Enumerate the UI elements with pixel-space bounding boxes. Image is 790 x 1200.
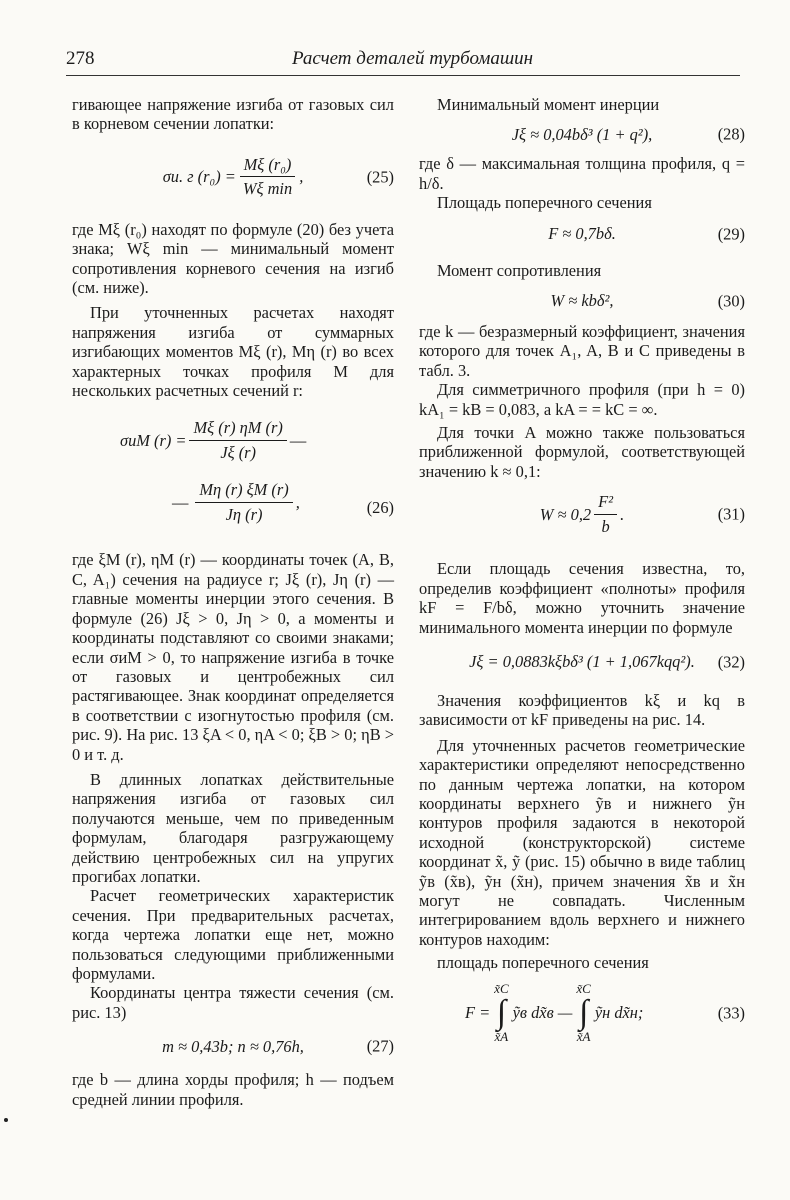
paragraph: где ξM (r), ηM (r) — координаты точек (A, B, C, A₁) сечения на радиусе r; Jξ (r), Jη (r) — главные моменты инерции этого сечения. В формуле (26) Jξ > 0, Jη > 0, а моменты и координаты подставляют со своими знаками; если σиM > 0, то напряжение изгиба в точке от газовых и центробежных сил растягивающее. Знак координат определяется в соответствии с изогнутостью профиля (см. рис. 9). На рис. 13 ξA < 0, ηA < 0; ξB > 0; ηB > 0 и т. д. <box>72 550 394 764</box>
eq-body: Jξ = 0,0883kξbδ³ (1 + 1,067kqq²). <box>469 652 695 672</box>
integral-sign <box>494 982 508 1044</box>
eq-body: ỹн dx̃н; <box>594 1002 644 1022</box>
integral-lower-limit: x̃A <box>576 1028 591 1044</box>
eq-denominator: Jξ (r) <box>220 442 256 462</box>
equation-28 <box>419 114 745 154</box>
eq-tail: . <box>620 504 625 524</box>
equation-27 <box>72 1022 394 1070</box>
paragraph: Если площадь сечения известна, то, определив коэффициент «полноты» профиля kF = F/bδ, можно уточнить значение минимального момента инерции по формуле <box>419 559 745 637</box>
integral-glyph: ∫ <box>578 993 589 1031</box>
eq-numerator: Mξ (r₀) <box>240 155 296 177</box>
integral-lower-limit: x̃A <box>494 1028 509 1044</box>
eq-numerator: Mη (r) ξM (r) <box>195 480 292 502</box>
eq-fraction <box>239 155 296 199</box>
eq-lhs: σи. г (r₀) = <box>162 167 236 187</box>
equation-number: (25) <box>366 167 394 187</box>
equation-number: (33) <box>717 1002 745 1022</box>
paragraph: где Mξ (r₀) находят по формуле (20) без учета знака; Wξ min — минимальный момент сопротивления корневого сечения на изгиб (см. ниже). <box>72 219 394 298</box>
running-title: Расчет деталей турбомашин <box>292 48 534 69</box>
paragraph: Координаты центра тяжести сечения (см. рис. 13) <box>72 983 394 1022</box>
eq-fraction <box>195 480 292 524</box>
eq-fraction <box>189 418 286 462</box>
eq-denominator: b <box>601 516 610 536</box>
page-header <box>66 48 740 74</box>
left-column <box>72 95 394 1109</box>
equation-29 <box>419 213 745 255</box>
eq-tail: , <box>295 492 300 512</box>
paragraph: Для уточненных расчетов геометрические характеристики определяют непосредственно по данным чертежа лопатки, на котором координаты верхнего ỹв и нижнего ỹн контуров профиля задаются в некоторой исходной (конструкторской) системе координат x̃, ỹ (рис. 15) обычно в виде таблиц ỹв (x̃в), ỹн (x̃н), причем значения x̃в и x̃н могут не совпадать. Численным интегрированием вдоль верхнего и нижнего контуров находим: <box>419 735 745 949</box>
equation-26 <box>72 400 394 550</box>
eq-body: F ≈ 0,7bδ. <box>548 223 616 243</box>
equation-number: (32) <box>717 652 745 672</box>
equation-32 <box>419 637 745 687</box>
equation-25 <box>72 134 394 220</box>
eq-denominator: Jη (r) <box>225 504 263 524</box>
eq-denominator: Wξ min <box>242 179 293 199</box>
eq-body: ỹв dx̃в — <box>512 1002 573 1022</box>
margin-speck <box>4 1118 8 1122</box>
paragraph: Для точки A можно также пользоваться приближенной формулой, соответствующей значению k ≈ 0,1: <box>419 423 745 481</box>
paragraph: Расчет геометрических характеристик сечения. При предварительных расчетах, когда чертежа лопатки еще нет, можно пользоваться следующими приближенными формулами. <box>72 886 394 983</box>
eq-minus: — <box>289 430 307 450</box>
integral-upper-limit: x̃C <box>576 980 591 996</box>
eq-body: W ≈ kbδ², <box>550 291 614 311</box>
paragraph: В длинных лопатках действительные напряжения изгиба от газовых сил получаются меньше, чем по приведенным формулам, благодаря разгружающему действию центробежных сил на упругих прогибах лопатки. <box>72 769 394 886</box>
equation-number: (26) <box>366 498 394 518</box>
paragraph: площадь поперечного сечения <box>437 953 649 973</box>
eq-fraction <box>594 492 617 536</box>
equation-number: (31) <box>717 504 745 524</box>
equation-33 <box>419 973 745 1053</box>
equation-number: (30) <box>717 291 745 311</box>
paragraph: где b — длина хорды профиля; h — подъем средней линии профиля. <box>72 1070 394 1109</box>
integral-upper-limit: x̃C <box>494 980 509 996</box>
equation-number: (27) <box>366 1036 394 1056</box>
integral-sign <box>576 982 590 1044</box>
eq-lhs: F = <box>465 1002 491 1022</box>
paragraph: Минимальный момент инерции <box>437 95 660 114</box>
eq-body: m ≈ 0,43b; n ≈ 0,76h, <box>162 1036 304 1056</box>
paragraph: Для симметричного профиля (при h = 0) kA₁ = kB = 0,083, а kA = = kC = ∞. <box>419 380 745 419</box>
paragraph: Момент сопротивления <box>437 260 602 280</box>
equation-31 <box>419 481 745 547</box>
eq-body: Jξ ≈ 0,04bδ³ (1 + q²), <box>511 124 653 144</box>
paragraph: где δ — максимальная толщина профиля, q = h/δ. <box>419 154 745 193</box>
eq-tail: , <box>299 167 304 187</box>
equation-number: (28) <box>717 124 745 144</box>
eq-numerator: Mξ (r) ηM (r) <box>189 418 286 440</box>
paragraph: При уточненных расчетах находят напряжения изгиба от суммарных изгибающих моментов Mξ (r), Mη (r) во всех характерных точках профиля M для нескольких расчетных сечений r: <box>72 303 394 401</box>
right-column <box>419 95 745 1053</box>
paragraph: гивающее напряжение изгиба от газовых сил в корневом сечении лопатки: <box>72 95 394 134</box>
equation-number: (29) <box>717 223 745 243</box>
header-rule <box>66 75 740 76</box>
page-number: 278 <box>66 48 95 69</box>
paragraph: где k — безразмерный коэффициент, значения которого для точек A₁, A, B и C приведены в табл. 3. <box>419 322 745 380</box>
eq-lhs: W ≈ 0,2 <box>539 504 592 524</box>
equation-30 <box>419 280 745 322</box>
eq-lhs: σиM (r) = <box>120 430 187 450</box>
eq-numerator: F² <box>594 492 617 514</box>
paragraph: Площадь поперечного сечения <box>437 193 652 213</box>
eq-minus: — <box>172 492 189 512</box>
paragraph: Значения коэффициентов kξ и kq в зависимости от kF приведены на рис. 14. <box>419 690 745 730</box>
integral-glyph: ∫ <box>496 993 507 1031</box>
